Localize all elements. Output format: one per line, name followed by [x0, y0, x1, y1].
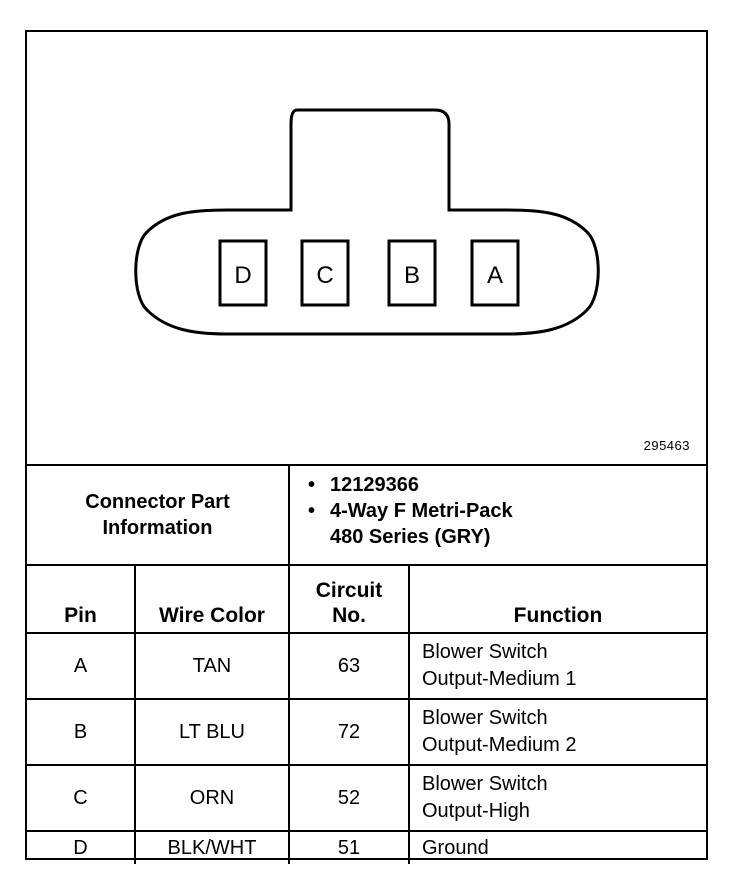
table-row — [27, 765, 706, 831]
connector-diagram — [27, 32, 706, 464]
pin-label-c: C — [316, 262, 334, 289]
header-wire-color: Wire Color — [135, 565, 289, 633]
table-row — [27, 633, 706, 699]
table-row — [27, 831, 706, 864]
part-info-item: • 4-Way F Metri-Pack 480 Series (GRY) — [330, 498, 706, 550]
pin-cavity-b — [389, 241, 435, 305]
cell-wire-color: BLK/WHT — [135, 831, 289, 864]
cell-pin: A — [27, 633, 135, 699]
figure-id: 295463 — [643, 438, 690, 453]
connector-pinout-table — [27, 464, 706, 864]
part-info-label-line1: Connector Part — [85, 491, 230, 513]
connector-face-drawing — [27, 32, 706, 464]
cell-wire-color: ORN — [135, 765, 289, 831]
cell-wire-color: TAN — [135, 633, 289, 699]
cell-function: Blower Switch Output-High — [409, 765, 706, 831]
cell-function: Ground — [409, 831, 706, 864]
cell-circuit: 52 — [289, 765, 409, 831]
cell-wire-color: LT BLU — [135, 699, 289, 765]
cell-function: Blower Switch Output-Medium 1 — [409, 633, 706, 699]
connector-sheet — [25, 30, 708, 860]
header-circuit-no: Circuit No. — [289, 565, 409, 633]
cell-circuit: 51 — [289, 831, 409, 864]
connector-outline — [136, 110, 599, 334]
cell-pin: C — [27, 765, 135, 831]
pin-cavity-d — [220, 241, 266, 305]
cell-pin: B — [27, 699, 135, 765]
pin-cavity-c — [302, 241, 348, 305]
header-pin: Pin — [27, 565, 135, 633]
pin-label-a: A — [486, 262, 504, 289]
pin-label-b: B — [403, 262, 421, 289]
cell-circuit: 72 — [289, 699, 409, 765]
part-info-label-line2: Information — [102, 517, 213, 539]
cell-pin: D — [27, 831, 135, 864]
part-info-item: • 12129366 — [330, 472, 706, 498]
table-row — [27, 699, 706, 765]
cell-function: Blower Switch Output-Medium 2 — [409, 699, 706, 765]
header-function: Function — [409, 565, 706, 633]
part-info-values — [289, 465, 706, 565]
pin-label-d: D — [234, 262, 252, 289]
cell-circuit: 63 — [289, 633, 409, 699]
part-info-label — [27, 465, 289, 565]
pin-cavity-a — [472, 241, 518, 305]
